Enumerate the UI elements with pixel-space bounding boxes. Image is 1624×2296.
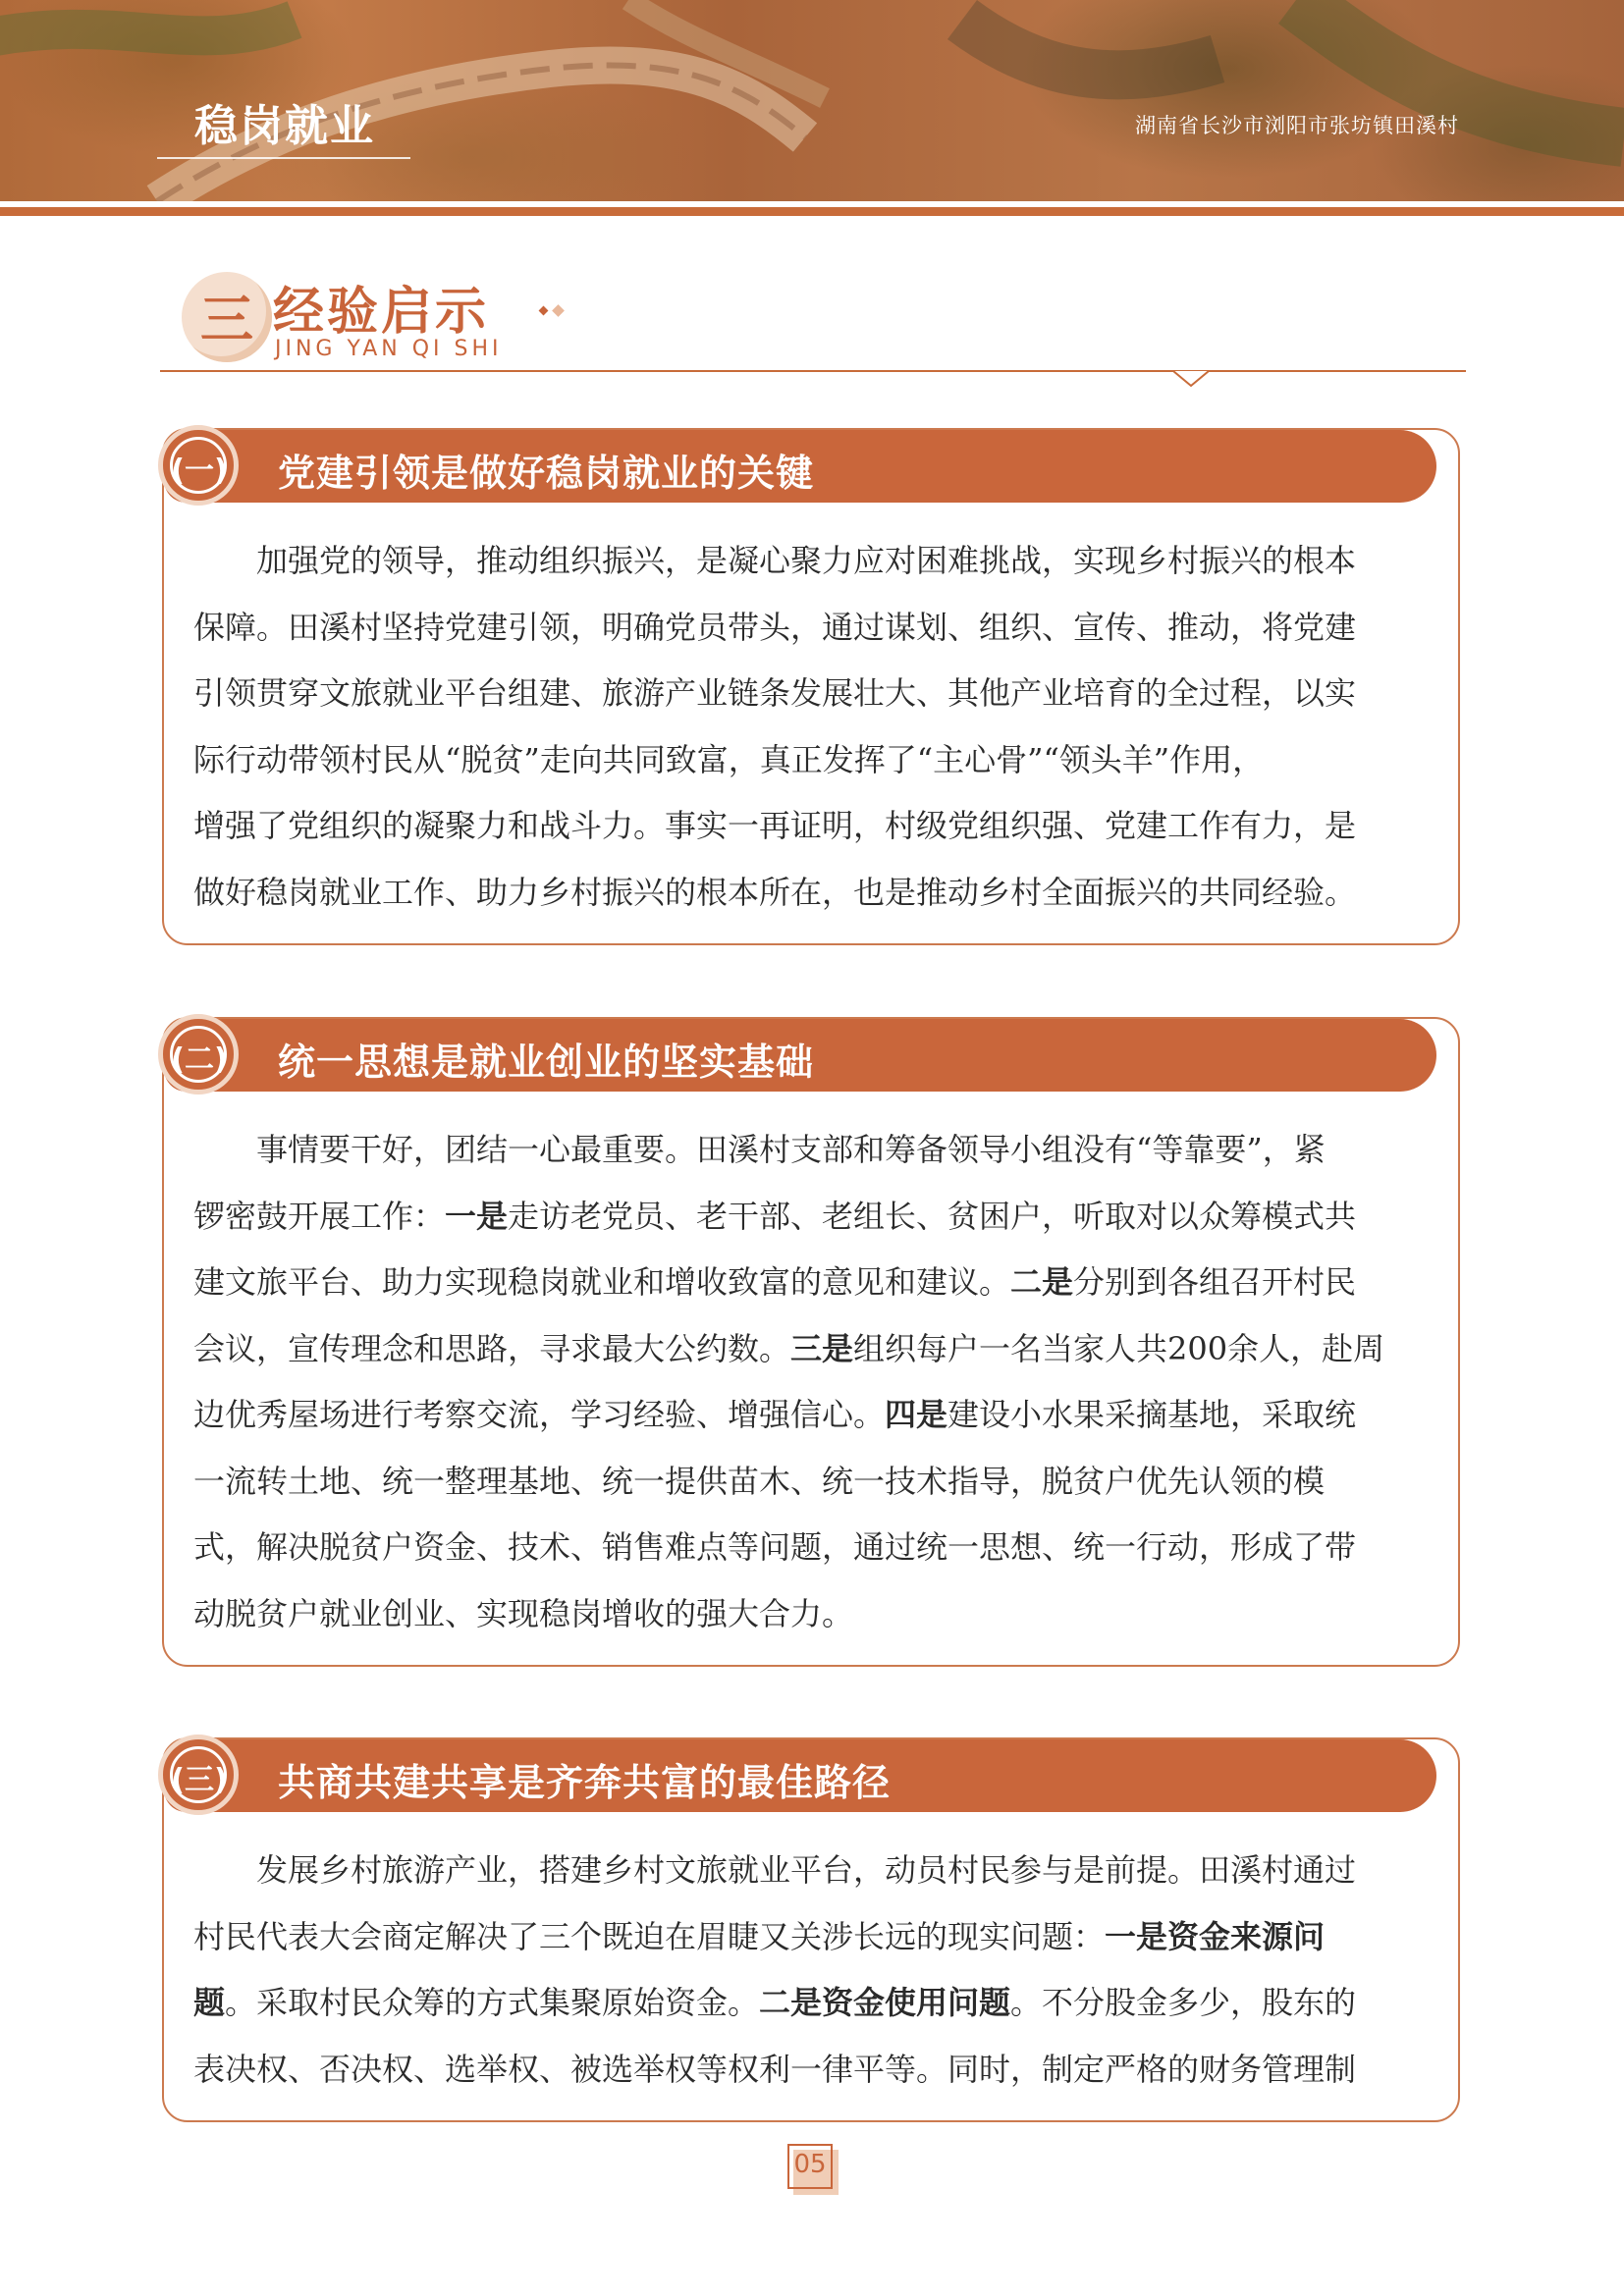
card-2-line: 锣密鼓开展工作：一是走访老党员、老干部、老组长、贫困户，听取对以众筹模式共 xyxy=(193,1197,1357,1235)
card-2-body xyxy=(193,1117,1433,1647)
card-1-body xyxy=(193,528,1433,926)
header-location: 湖南省长沙市浏阳市张坊镇田溪村 xyxy=(1135,114,1459,137)
card-1-line: 引领贯穿文旅就业平台组建、旅游产业链条发展壮大、其他产业培育的全过程，以实 xyxy=(193,674,1357,712)
card-1 xyxy=(162,428,1460,945)
card-2 xyxy=(162,1017,1460,1667)
card-2-line: 动脱贫户就业创业、实现稳岗增收的强大合力。 xyxy=(193,1594,854,1632)
rule-notch-icon xyxy=(1171,370,1211,390)
header-divider xyxy=(0,207,1624,216)
section-number: 三 xyxy=(200,289,253,350)
card-2-line: 会议，宣传理念和思路，寻求最大公约数。三是组织每户一名当家人共200余人，赴周 xyxy=(193,1329,1385,1367)
section-header xyxy=(160,250,1466,388)
section-subtitle: JING YAN QI SHI xyxy=(275,337,503,361)
card-2-title-bar xyxy=(164,1019,1436,1092)
card-2-title: 统一思想是就业创业的坚实基础 xyxy=(278,1041,815,1084)
card-1-title-bar xyxy=(164,430,1436,503)
card-3-line: 表决权、否决权、选举权、被选举权等权利一律平等。同时，制定严格的财务管理制 xyxy=(193,2050,1357,2088)
section-rule xyxy=(160,370,1466,372)
card-3-line: 发展乡村旅游产业，搭建乡村文旅就业平台，动员村民参与是前提。田溪村通过 xyxy=(256,1851,1357,1889)
card-1-line: 加强党的领导，推动组织振兴，是凝心聚力应对困难挑战，实现乡村振兴的根本 xyxy=(256,542,1357,579)
card-3 xyxy=(162,1737,1460,2122)
card-1-line: 际行动带领村民从“脱贫”走向共同致富，真正发挥了“主心骨”“领头羊”作用， xyxy=(193,740,1265,778)
card-2-number: (二) xyxy=(171,1042,228,1077)
card-3-title-bar xyxy=(164,1739,1436,1812)
card-1-line: 做好稳岗就业工作、助力乡村振兴的根本所在，也是推动乡村全面振兴的共同经验。 xyxy=(193,873,1357,911)
card-3-body xyxy=(193,1838,1433,2103)
card-2-line: 建文旅平台、助力实现稳岗就业和增收致富的意见和建议。二是分别到各组召开村民 xyxy=(193,1263,1357,1301)
card-2-line: 事情要干好，团结一心最重要。田溪村支部和筹备领导小组没有“等靠要”，紧 xyxy=(256,1131,1326,1168)
header-title: 稳岗就业 xyxy=(194,101,375,151)
page-number: 05 xyxy=(793,2150,827,2179)
header-title-underline xyxy=(157,157,410,159)
card-1-line: 保障。田溪村坚持党建引领，明确党员带头，通过谋划、组织、宣传、推动，将党建 xyxy=(193,608,1357,646)
header-banner xyxy=(0,0,1624,201)
card-3-line: 村民代表大会商定解决了三个既迫在眉睫又关涉长远的现实问题：一是资金来源问 xyxy=(193,1917,1326,1955)
card-2-line: 一流转土地、统一整理基地、统一提供苗木、统一技术指导，脱贫户优先认领的模 xyxy=(193,1462,1326,1500)
card-3-line: 题。采取村民众筹的方式集聚原始资金。二是资金使用问题。不分股金多少，股东的 xyxy=(193,1984,1357,2021)
section-title: 经验启示 xyxy=(273,283,490,342)
card-1-number: (一) xyxy=(171,454,228,488)
card-1-line: 增强了党组织的凝聚力和战斗力。事实一再证明，村级党组织强、党建工作有力，是 xyxy=(193,807,1357,844)
card-3-title: 共商共建共享是齐奔共富的最佳路径 xyxy=(278,1761,892,1804)
card-2-line: 边优秀屋场进行考察交流，学习经验、增强信心。四是建设小水果采摘基地，采取统 xyxy=(193,1396,1357,1433)
card-1-title: 党建引领是做好稳岗就业的关键 xyxy=(278,452,815,495)
card-2-line: 式，解决脱贫户资金、技术、销售难点等问题，通过统一思想、统一行动，形成了带 xyxy=(193,1528,1357,1566)
card-3-number: (三) xyxy=(171,1763,228,1797)
dots-decoration-icon xyxy=(538,301,568,321)
